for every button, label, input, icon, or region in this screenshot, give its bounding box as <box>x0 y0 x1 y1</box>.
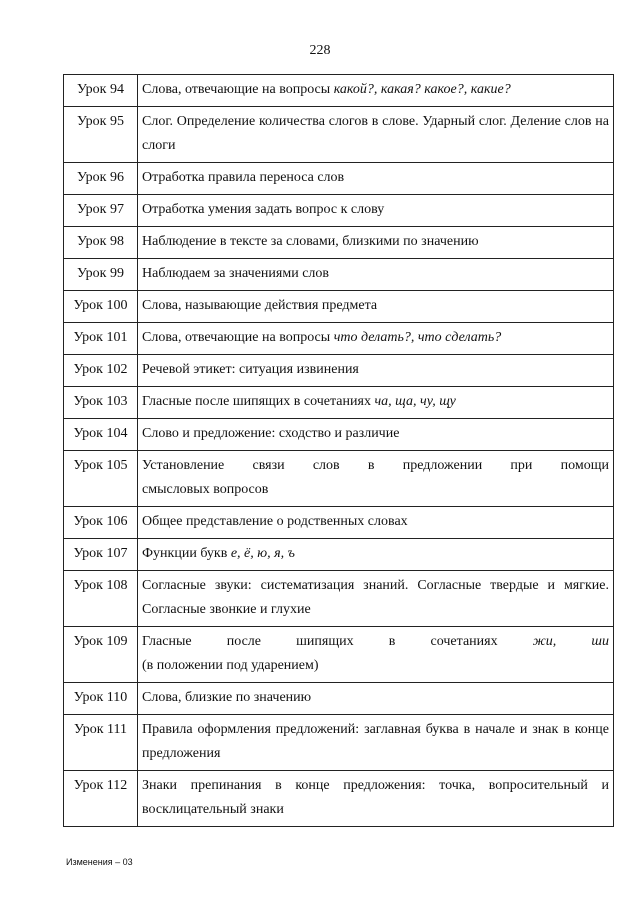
table-row <box>64 771 614 827</box>
lesson-number: Урок 94 <box>64 75 138 107</box>
lesson-topic: Слово и предложение: сходство и различие <box>138 419 614 451</box>
table-row <box>64 387 614 419</box>
lesson-topic-italic: ча, ща, чу, щу <box>374 394 456 409</box>
lesson-topic-text: Слова, отвечающие на вопросы <box>142 82 334 97</box>
lesson-topic: Слог. Определение количества слогов в слове. Ударный слог. Деление слов на слоги <box>138 107 614 163</box>
lesson-topic <box>138 539 614 571</box>
lesson-number: Урок 102 <box>64 355 138 387</box>
table-row <box>64 259 614 291</box>
lesson-number: Урок 97 <box>64 195 138 227</box>
lesson-topic-italic: что делать?, что сделать? <box>333 330 502 345</box>
lesson-topic-line: смысловых вопросов <box>142 482 269 497</box>
lesson-topic-text: Слова, отвечающие на вопросы <box>142 330 334 345</box>
table-row <box>64 291 614 323</box>
lesson-number: Урок 104 <box>64 419 138 451</box>
lesson-topic <box>138 451 614 507</box>
lesson-topic: Правила оформления предложений: заглавная буква в начале и знак в конце предложения <box>138 715 614 771</box>
lesson-number: Урок 106 <box>64 507 138 539</box>
table-row <box>64 195 614 227</box>
table-row <box>64 451 614 507</box>
table-row <box>64 163 614 195</box>
lesson-number: Урок 95 <box>64 107 138 163</box>
lesson-number: Урок 99 <box>64 259 138 291</box>
lessons-table <box>63 74 614 827</box>
table-row <box>64 683 614 715</box>
table-row <box>64 627 614 683</box>
lesson-topic: Отработка умения задать вопрос к слову <box>138 195 614 227</box>
table-row <box>64 107 614 163</box>
lesson-topic: Слова, близкие по значению <box>138 683 614 715</box>
lesson-number: Урок 109 <box>64 627 138 683</box>
lesson-topic: Согласные звуки: систематизация знаний. Согласные твердые и мягкие. Согласные звонкие и глухие <box>138 571 614 627</box>
lesson-topic: Наблюдаем за значениями слов <box>138 259 614 291</box>
lesson-number: Урок 108 <box>64 571 138 627</box>
table-row <box>64 355 614 387</box>
lesson-topic-text: Гласные после шипящих в сочетаниях <box>142 634 498 649</box>
lesson-topic: Знаки препинания в конце предложения: точка, вопросительный и восклицательный знаки <box>138 771 614 827</box>
lesson-topic-italic: жи, ши <box>532 634 609 649</box>
lesson-topic <box>138 75 614 107</box>
lesson-number: Урок 110 <box>64 683 138 715</box>
table-row <box>64 539 614 571</box>
lesson-topic <box>138 627 614 683</box>
table-row <box>64 323 614 355</box>
lesson-number: Урок 96 <box>64 163 138 195</box>
lesson-number: Урок 112 <box>64 771 138 827</box>
lesson-topic-line: (в положении под ударением) <box>142 658 319 673</box>
lesson-number: Урок 100 <box>64 291 138 323</box>
page-number: 228 <box>309 43 331 58</box>
lesson-topic <box>138 387 614 419</box>
lesson-topic: Наблюдение в тексте за словами, близкими по значению <box>138 227 614 259</box>
lesson-topic-line <box>142 630 609 654</box>
lesson-topic-text: Функции букв <box>142 546 231 561</box>
lesson-topic-italic: какой?, какая? какое?, какие? <box>333 82 511 97</box>
lesson-topic: Речевой этикет: ситуация извинения <box>138 355 614 387</box>
lesson-topic-italic: е, ё, ю, я, ъ <box>230 546 295 561</box>
lesson-topic: Слова, называющие действия предмета <box>138 291 614 323</box>
lesson-topic-text: Гласные после шипящих в сочетаниях <box>142 394 375 409</box>
lesson-topic: Общее представление о родственных словах <box>138 507 614 539</box>
lesson-number: Урок 101 <box>64 323 138 355</box>
lesson-number: Урок 107 <box>64 539 138 571</box>
lesson-topic <box>138 323 614 355</box>
lesson-number: Урок 103 <box>64 387 138 419</box>
table-row <box>64 571 614 627</box>
footer-revision: Изменения – 03 <box>66 857 133 867</box>
table-row <box>64 507 614 539</box>
lesson-number: Урок 105 <box>64 451 138 507</box>
lesson-topic-line: Установление связи слов в предложении при помощи <box>142 458 609 473</box>
lesson-topic: Отработка правила переноса слов <box>138 163 614 195</box>
table-row <box>64 227 614 259</box>
lesson-number: Урок 111 <box>64 715 138 771</box>
lesson-number: Урок 98 <box>64 227 138 259</box>
table-row <box>64 715 614 771</box>
table-row <box>64 419 614 451</box>
table-row <box>64 75 614 107</box>
